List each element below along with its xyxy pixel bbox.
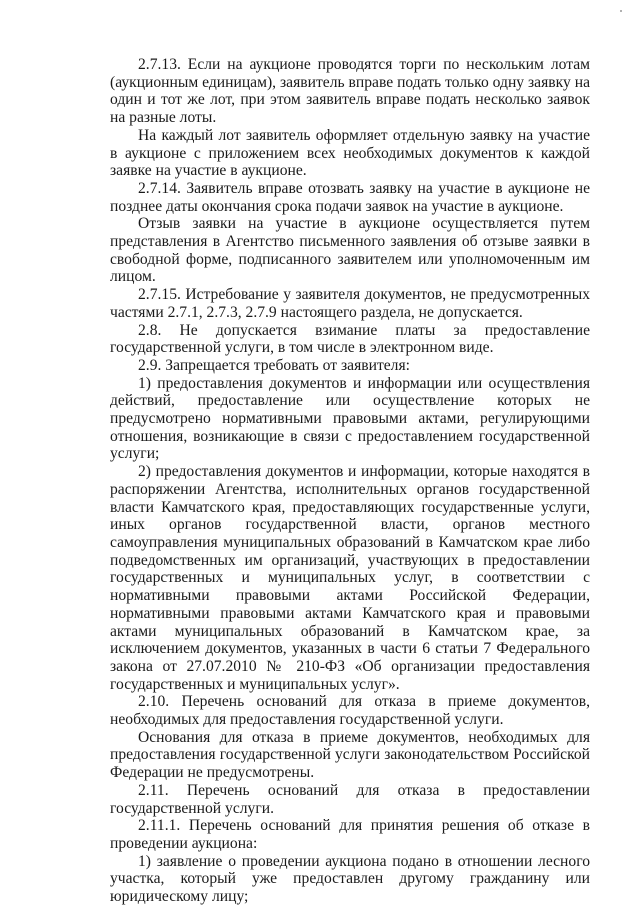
paragraph-2-11: 2.11. Перечень оснований для отказа в предоставлении государственной услуги. (110, 781, 590, 817)
paragraph-lot-application: На каждый лот заявитель оформляет отдельную заявку на участие в аукционе с приложением всех необходимых документов к каждой заявке на участие в аукционе. (110, 126, 590, 180)
paragraph-refusal-grounds: Основания для отказа в приеме документов, необходимых для предоставления государственной услуги законодательством Российской Федерации не предусмотрены. (110, 728, 590, 782)
document-body (110, 56, 590, 906)
scan-speck (620, 10, 622, 12)
paragraph-2-7-14: 2.7.14. Заявитель вправе отозвать заявку на участие в аукционе не позднее даты окончания срока подачи заявок на участие в аукционе. (110, 179, 590, 215)
paragraph-2-11-1: 2.11.1. Перечень оснований для принятия решения об отказе в проведении аукциона: (110, 817, 590, 852)
paragraph-withdrawal: Отзыв заявки на участие в аукционе осуществляется путем представления в Агентство письменного заявления об отзыве заявки в свободной форме, подписанного заявителем или уполномоченным им лицом. (110, 215, 590, 286)
paragraph-2-9-item-1: 1) предоставления документов и информации или осуществления действий, предоставление или осуществление которых не предусмотрено нормативными правовыми актами, регулирующими отношения, возникающие в связи с предоставлением государственной услуги; (110, 374, 590, 463)
paragraph-2-8: 2.8. Не допускается взимание платы за предоставление государственной услуги, в том числе в электронном виде. (110, 321, 590, 357)
paragraph-2-7-13: 2.7.13. Если на аукционе проводятся торги по нескольким лотам (аукционным единицам), заявитель вправе подать только одну заявку на один и тот же лот, при этом заявитель вправе подать несколько заявок на разные лоты. (110, 56, 590, 127)
paragraph-2-9-item-2: 2) предоставления документов и информации, которые находятся в распоряжении Агентства, исполнительных органов государственной власти Камчатского края, предоставляющих государственные услуги, иных органов государственной власти, органов местного самоуправления муниципальных образований в Камчатском крае либо подведомственных им организаций, участвующих в предоставлении государственных и муниципальных услуг, в соответствии с нормативными правовыми актами Российской Федерации, нормативными правовыми актами Камчатского края и правовыми актами муниципальных образований в Камчатском крае, за исключением документов, указанных в части 6 статьи 7 Федерального закона от 27.07.2010 № 210-ФЗ «Об организации предоставления государственных и муниципальных услуг». (110, 463, 590, 693)
paragraph-2-11-1-item-1: 1) заявление о проведении аукциона подано в отношении лесного участка, который уже предоставлен другому гражданину или юридическому лицу; (110, 852, 590, 906)
paragraph-2-7-15: 2.7.15. Истребование у заявителя документов, не предусмотренных частями 2.7.1, 2.7.3, 2.7.9 настоящего раздела, не допускается. (110, 286, 590, 321)
paragraph-2-9: 2.9. Запрещается требовать от заявителя: (138, 356, 410, 374)
paragraph-2-10: 2.10. Перечень оснований для отказа в приеме документов, необходимых для предоставления государственной услуги. (110, 693, 590, 729)
